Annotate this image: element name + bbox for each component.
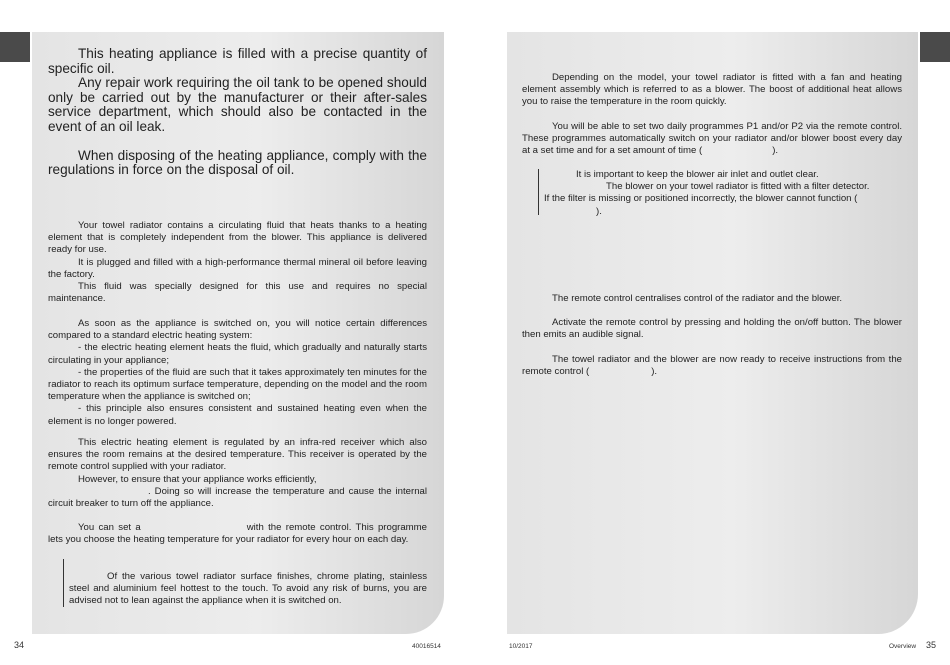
oil-notice-line-2: Any repair work requiring the oil tank to be opened should only be carried out by the manufacturer or their after-sales service department, which should also be contacted in the event of an oil leak. bbox=[48, 75, 427, 134]
oil-notice bbox=[48, 47, 427, 178]
fluid-para-1: Your towel radiator contains a circulating fluid that heats thanks to a heating element that is completely independent from the blower. This appliance is delivered ready for use. bbox=[48, 220, 427, 256]
differences-intro: As soon as the appliance is switched on, you will notice certain differences compared to a standard electric heating system: bbox=[48, 318, 427, 342]
programme-section bbox=[48, 522, 427, 546]
programme-text-2: with the remote control. This programme lets you choose the heating temperature for your radiator for every hour on each day. bbox=[48, 522, 428, 546]
programmes-text: You will be able to set two daily programmes P1 and/or P2 via the remote control. These programmes automatically switch on your radiator and/or blower boost every day at a set time and for a set amount of time ( bbox=[522, 121, 902, 157]
right-page-number: 35 bbox=[926, 640, 937, 650]
differences-item-2: - the properties of the fluid are such that it takes approximately ten minutes for the radiator to reach its optimum surface temperature, depending on the model and the room temperature when the appliance is switched on; bbox=[48, 366, 427, 403]
differences-section bbox=[48, 318, 427, 428]
document-date: 10/2017 bbox=[509, 643, 533, 650]
document-code: 40016514 bbox=[412, 643, 441, 650]
programme-text-1: You can set a bbox=[78, 522, 141, 533]
oil-notice-line-3: When disposing of the heating appliance, comply with the regulations in force on the disposal of oil. bbox=[48, 147, 427, 178]
note-line-4: ). bbox=[596, 205, 602, 217]
programmes-close: ). bbox=[772, 145, 779, 157]
remote-para-3 bbox=[522, 354, 902, 378]
differences-item-1: - the electric heating element heats the fluid, which gradually and naturally starts circulating in your appliance; bbox=[48, 342, 427, 366]
element-para-3: . Doing so will increase the temperature and cause the internal circuit breaker to turn off the appliance. bbox=[48, 485, 427, 510]
right-page-tab-marker bbox=[920, 32, 950, 62]
element-section bbox=[48, 437, 427, 510]
note-line-2: The blower on your towel radiator is fitted with a filter detector. bbox=[606, 181, 870, 193]
element-para-2: However, to ensure that your appliance works efficiently, bbox=[78, 473, 317, 485]
note-bar bbox=[538, 169, 539, 215]
left-page-tab-marker bbox=[0, 32, 30, 62]
oil-notice-line-1: This heating appliance is filled with a precise quantity of specific oil. bbox=[48, 46, 427, 76]
fluid-section bbox=[48, 220, 427, 305]
warning-text: Of the various towel radiator surface finishes, chrome plating, stainless steel and aluminium feel hottest to the touch. To avoid any risk of burns, you are advised not to lean against the appliance when it is switched on. bbox=[69, 571, 427, 607]
note-line-3: If the filter is missing or positioned incorrectly, the blower cannot function ( bbox=[544, 193, 858, 205]
remote-text-3: The towel radiator and the blower are now ready to receive instructions from the remote control ( bbox=[522, 353, 902, 377]
programme-para bbox=[48, 522, 427, 546]
section-label: Overview bbox=[889, 643, 917, 650]
remote-close: ). bbox=[651, 365, 658, 377]
remote-section bbox=[522, 293, 902, 378]
blower-intro: Depending on the model, your towel radiator is fitted with a fan and heating element assembly which is referred to as a blower. The boost of additional heat allows you to raise the temperature in the room quickly. bbox=[522, 72, 902, 108]
element-para-1: This electric heating element is regulated by an infra-red receiver which also ensures the room remains at the desired temperature. This receiver is operated by the remote control supplied with your radiator. bbox=[48, 437, 427, 473]
programmes-para bbox=[522, 121, 902, 158]
differences-item-3: - this principle also ensures consistent and sustained heating even when the element is no longer powered. bbox=[48, 403, 427, 427]
note-line-1: It is important to keep the blower air inlet and outlet clear. bbox=[576, 169, 819, 180]
left-page-number: 34 bbox=[14, 640, 25, 650]
fluid-para-3: This fluid was specially designed for this use and requires no special maintenance. bbox=[48, 281, 427, 305]
warning-bar bbox=[63, 559, 64, 607]
blower-note bbox=[544, 169, 889, 218]
fluid-para-2: It is plugged and filled with a high-performance thermal mineral oil before leaving the factory. bbox=[48, 256, 427, 280]
remote-para-1: The remote control centralises control of the radiator and the blower. bbox=[552, 293, 843, 304]
remote-para-2: Activate the remote control by pressing and holding the on/off button. The blower then emits an audible signal. bbox=[522, 317, 902, 341]
